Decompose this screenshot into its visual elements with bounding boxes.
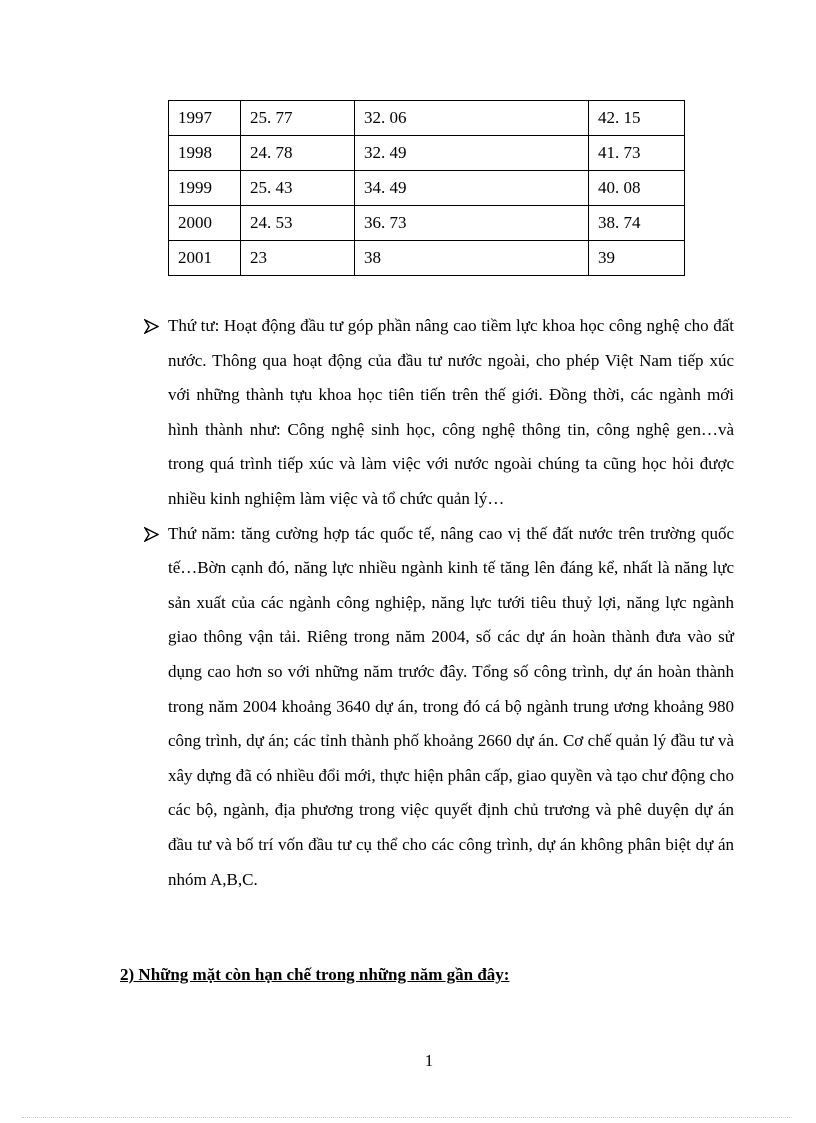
table-cell: 23 (241, 241, 355, 276)
table-cell: 24. 53 (241, 206, 355, 241)
footer-divider (22, 1117, 792, 1118)
data-table (168, 100, 685, 276)
table-cell: 42. 15 (589, 101, 685, 136)
arrow-bullet-icon (144, 527, 159, 542)
table-cell: 24. 78 (241, 136, 355, 171)
table-row (169, 136, 685, 171)
table-row (169, 101, 685, 136)
list-item (144, 309, 734, 517)
table-cell: 1998 (169, 136, 241, 171)
table-row (169, 171, 685, 206)
arrow-bullet-icon (144, 319, 159, 334)
table-cell: 1997 (169, 101, 241, 136)
table-cell: 25. 43 (241, 171, 355, 206)
table-cell: 36. 73 (355, 206, 589, 241)
table-cell: 34. 49 (355, 171, 589, 206)
bullet-text: Thứ tư: Hoạt động đầu tư góp phần nâng cao tiềm lực khoa học công nghệ cho đất nước. Thông qua hoạt động của đầu tư nước ngoài, cho phép Việt Nam tiếp xúc với những thành tựu khoa học tiên tiến trên thế giới. Đồng thời, các ngành mới hình thành như: Công nghệ sinh học, công nghệ thông tin, công nghệ gen…và trong quá trình tiếp xúc và làm việc với nước ngoài chúng ta cũng học hỏi được nhiều kinh nghiệm làm việc và tổ chức quản lý… (168, 316, 734, 508)
table-cell: 40. 08 (589, 171, 685, 206)
table-row (169, 206, 685, 241)
table-cell: 41. 73 (589, 136, 685, 171)
table-cell: 38. 74 (589, 206, 685, 241)
table-cell: 2000 (169, 206, 241, 241)
table-cell: 25. 77 (241, 101, 355, 136)
table-cell: 38 (355, 241, 589, 276)
table-cell: 39 (589, 241, 685, 276)
bullet-text: Thứ năm: tăng cường hợp tác quốc tế, nâng cao vị thế đất nước trên trường quốc tế…Bờn cạnh đó, năng lực nhiều ngành kinh tế tăng lên đáng kể, nhất là năng lực sản xuất của các ngành công nghiệp, năng lực tưới tiêu thuỷ lợi, năng lực ngành giao thông vận tải. Riêng trong năm 2004, số các dự án hoàn thành đưa vào sử dụng cao hơn so với những năm trước đây. Tổng số công trình, dự án hoàn thành trong năm 2004 khoảng 3640 dự án, trong đó cá bộ ngành trung ương khoảng 980 công trình, dự án; các tỉnh thành phố khoảng 2660 dự án. Cơ chế quản lý đầu tư và xây dựng đã có nhiều đổi mới, thực hiện phân cấp, giao quyền và tạo chư động cho các bộ, ngành, địa phương trong việc quyết định chủ trương và phê duyện dự án đầu tư và bố trí vốn đầu tư cụ thể cho các công trình, dự án không phân biệt dự án nhóm A,B,C. (168, 523, 734, 889)
bullet-list (144, 309, 734, 897)
page-number: 1 (424, 1051, 434, 1070)
table-cell: 1999 (169, 171, 241, 206)
table-cell: 32. 06 (355, 101, 589, 136)
table-cell: 2001 (169, 241, 241, 276)
table-cell: 32. 49 (355, 136, 589, 171)
list-item (144, 517, 734, 898)
section-heading: 2) Những mặt còn hạn chế trong những năm gần đây: (120, 965, 510, 984)
table-row (169, 241, 685, 276)
